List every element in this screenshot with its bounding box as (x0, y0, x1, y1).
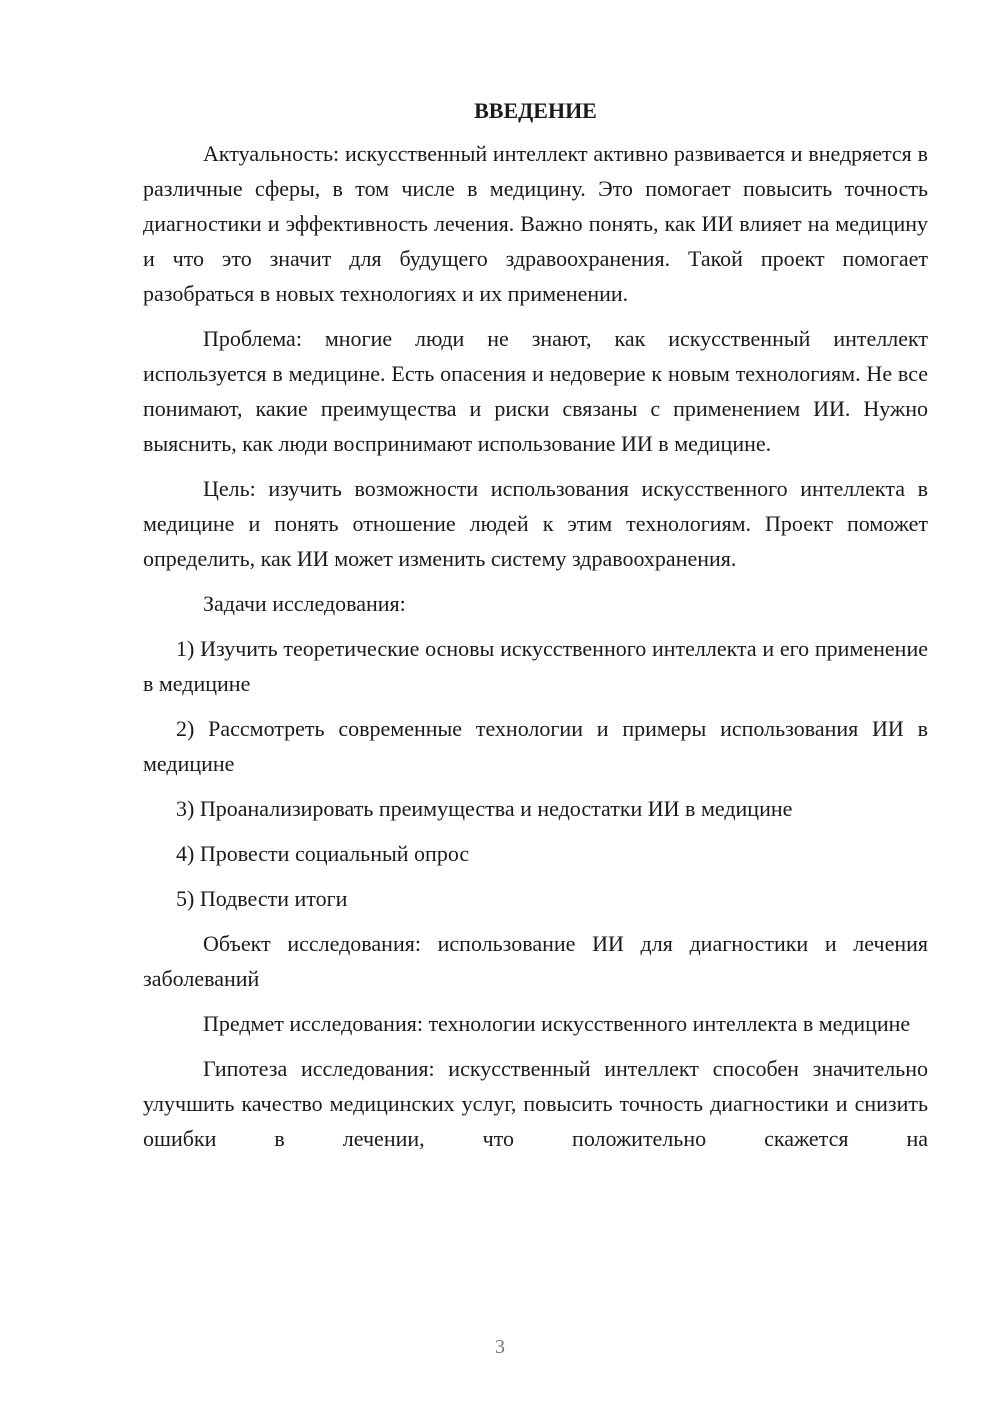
task-item-2: 2) Рассмотреть современные технологии и примеры использования ИИ в медицине (143, 716, 928, 776)
hypothesis-paragraph: Гипотеза исследования: искусственный интеллект способен значительно улучшить качество медицинских услуг, повысить точность диагностики и снизить ошибки в лечении, что положительно скажется на (143, 1056, 928, 1151)
task-item-5: 5) Подвести итоги (176, 886, 348, 911)
task-item-3: 3) Проанализировать преимущества и недостатки ИИ в медицине (176, 796, 793, 821)
document-body (143, 96, 928, 1166)
task-item-1: 1) Изучить теоретические основы искусственного интеллекта и его применение в медицине (143, 636, 928, 696)
problem-paragraph: Проблема: многие люди не знают, как искусственный интеллект используется в медицине. Есть опасения и недоверие к новым технологиям. Не все понимают, какие преимущества и риски связаны с применением ИИ. Нужно выяснить, как люди воспринимают использование ИИ в медицине. (143, 326, 928, 456)
subject-paragraph: Предмет исследования: технологии искусственного интеллекта в медицине (203, 1011, 911, 1036)
page-title: ВВЕДЕНИЕ (474, 98, 597, 123)
goal-paragraph: Цель: изучить возможности использования искусственного интеллекта в медицине и понять отношение людей к этим технологиям. Проект поможет определить, как ИИ может изменить систему здравоохранения. (143, 476, 928, 571)
task-item-4: 4) Провести социальный опрос (176, 841, 470, 866)
object-paragraph: Объект исследования: использование ИИ для диагностики и лечения заболеваний (143, 931, 928, 991)
tasks-heading: Задачи исследования: (203, 591, 406, 616)
page-number: 3 (495, 1336, 505, 1358)
relevance-paragraph: Актуальность: искусственный интеллект активно развивается и внедряется в различные сферы, в том числе в медицину. Это помогает повысить точность диагностики и эффективность лечения. Важно понять, как ИИ влияет на медицину и что это значит для будущего здравоохранения. Такой проект помогает разобраться в новых технологиях и их применении. (143, 141, 928, 306)
